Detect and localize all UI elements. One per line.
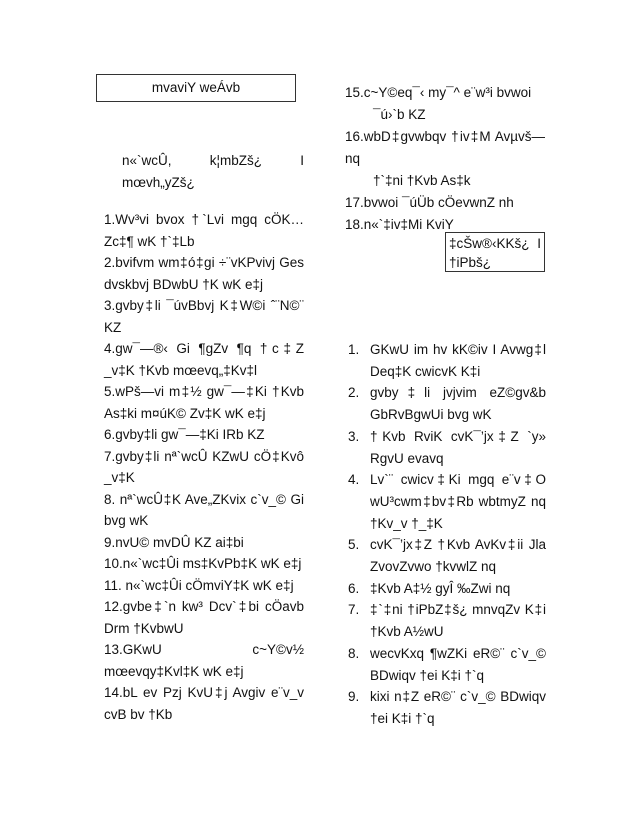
heading-word-2: I [537, 236, 541, 251]
list-item [345, 82, 545, 126]
subtitle-line-2: mœvh„yZš¿ [122, 175, 195, 190]
section-heading-box [445, 232, 545, 272]
item-text: gvby‡li jvjvim eZ©gv&b GbRvBgwUi bvg wK [370, 385, 546, 423]
numbered-item [348, 599, 546, 642]
list-item: 10.n«`wc‡Ûi ms‡KvPb‡K wK e‡j [104, 556, 302, 571]
list-item: 1.Wv³vi bvox †`Lvi mgq cÖK…Zc‡¶ wK †`‡Lb [104, 212, 304, 249]
item-text: ‡Kvb A‡½ gyÎ ‰Zwi nq [370, 580, 511, 596]
item-number: 1. [348, 342, 360, 357]
list-item: 5.wPš—vi m‡½ gw¯—‡Ki †Kvb As‡ki m¤úK© Zv‡K wK e‡j [104, 384, 304, 421]
item-number: 5. [348, 537, 360, 553]
numbered-item [348, 426, 546, 469]
list-item: 9.nvU© mvDÛ KZ ai‡bi [104, 534, 244, 550]
item-number: 6. [348, 580, 360, 596]
item-number: 2. [348, 385, 360, 401]
list-item-text: 18.n«`‡iv‡Mi KviY [345, 217, 454, 232]
list-item: 4.gw¯—®‹ Gi ¶gZv ¶q †c‡Z _v‡K †Kvb mœevq„‡Kv‡l [104, 341, 304, 378]
item-number: 8. [348, 645, 360, 661]
right-question-list [345, 82, 545, 236]
list-item: 7.gvby‡li nª`wcÛ KZwU cÖ‡Kvô _v‡K [104, 448, 304, 485]
list-item [345, 126, 545, 192]
numbered-item [348, 382, 546, 425]
item-number: 9. [348, 689, 360, 705]
list-item: 12.gvbe‡`n kw³ Dcv`‡bi cÖavb Drm †KvbwU [104, 599, 304, 636]
item-number: 3. [348, 428, 360, 444]
list-item: 11. n«`wc‡Ûi cÖmviY‡K wK e‡j [104, 577, 294, 593]
list-item [345, 192, 545, 214]
list-item-continuation: †`‡ni †Kvb As‡k [373, 173, 471, 188]
item-number: 7. [348, 602, 360, 618]
item-text: wecvKxq ¶wZKi eR©¨ c`v_© BDwiqv †ei K‡i †`q [370, 645, 546, 683]
section-title-box [96, 74, 296, 102]
item-number: 4. [348, 472, 360, 488]
list-item: 6.gvby‡li gw¯—‡Ki IRb KZ [104, 427, 265, 442]
subtitle-word-1: n«`wcÛ, [122, 153, 172, 168]
numbered-item [348, 534, 546, 577]
item-text: Lv`¨ cwicv‡Ki mgq e¨v‡O wU³cwm‡bv‡Rb wbtmyZ nq †Kv_v †_‡K [370, 472, 546, 531]
numbered-item [348, 686, 546, 729]
subtitle-word-3: I [300, 153, 304, 168]
list-item-text: 17.bvwoi ¯úÜb cÖevwnZ nh [345, 195, 514, 210]
list-item: 13.GKwU c~Y©v½ mœevqy‡Kvl‡K wK e‡j [104, 642, 304, 679]
heading-line-2: †iPbš¿ [449, 255, 492, 270]
subtitle-line-1 [122, 150, 304, 172]
subtitle-word-2: k¦mbZš¿ [209, 153, 262, 168]
numbered-item [348, 578, 546, 600]
list-item: 8. nª`wcÛ‡K Ave„ZKvix c`v_© Gi bvg wK [104, 491, 304, 528]
list-item-text: 15.c~Y©eq¯‹ my¯^ e¨w³i bvwoi [345, 85, 532, 100]
item-text: GKwU im hv kK©iv I Avwg‡l Deq‡K cwicvK K‡i [370, 342, 546, 379]
list-item-text: 16.wbD‡gvwbqv †iv‡M Avµvš— nq [345, 129, 545, 166]
heading-word-1: ‡cŠw®‹KKš¿ [449, 236, 530, 251]
numbered-item [348, 339, 546, 382]
numbered-item [348, 469, 546, 534]
heading-line-1 [449, 234, 541, 253]
list-item: 14.bL ev Pzj KvU‡j Avgiv e¨v_v cvB bv †Kb [104, 685, 304, 722]
list-item: 3.gvby‡li ¯úvBbvj K‡W©i ˆ¨N©¨ KZ [104, 298, 304, 335]
numbered-item [348, 643, 546, 686]
item-text: kixi n‡Z eR©¨ c`v_© BDwiqv †ei K‡i †`q [370, 689, 546, 726]
numbered-question-list [348, 339, 546, 730]
item-text: ‡`‡ni †iPbZ‡š¿ mnvqZv K‡i †Kvb A½wU [370, 602, 546, 640]
section-title: mvaviY weÁvb [151, 80, 241, 95]
left-question-list [104, 209, 304, 725]
item-text: cvK¯’jx‡Z †Kvb AvKv‡ii Jla ZvovZvwo †kvwlZ nq [370, 537, 546, 575]
section-subtitle [122, 150, 304, 194]
item-text: †Kvb RviK cvK¯’jx‡Z `y» RgvU evavq [370, 428, 546, 466]
list-item: 2.bvifvm wm‡ó‡gi ÷¨vKPvivj Ges dvskbvj BDwbU †K wK e‡j [104, 255, 304, 292]
list-item-continuation: ¯ú›`b KZ [373, 107, 426, 122]
